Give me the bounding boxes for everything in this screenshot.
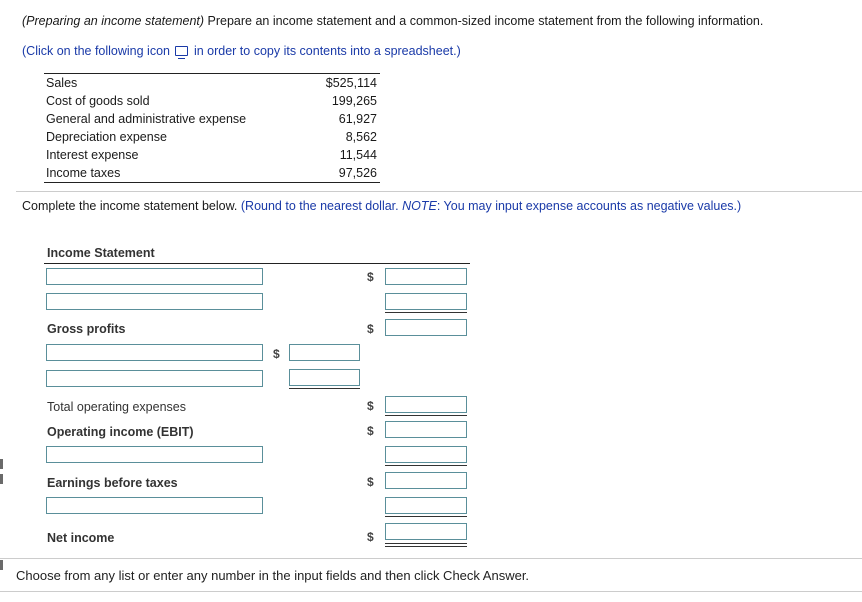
currency-symbol: $ [367, 530, 374, 544]
table-row: Income taxes 97,526 [46, 166, 377, 180]
gross-profits-label: Gross profits [47, 322, 126, 336]
subtotal-underline [385, 516, 467, 517]
edge-artifact [0, 560, 3, 570]
double-underline-bottom [385, 546, 467, 547]
total-operating-expenses-label: Total operating expenses [47, 400, 186, 414]
currency-symbol: $ [367, 399, 374, 413]
gross-profits-input[interactable] [385, 319, 467, 336]
question-prefix: (Preparing an income statement) [22, 14, 205, 28]
rounding-note: (Round to the nearest dollar. NOTE: You may input expense accounts as negative values.) [237, 199, 742, 213]
question-body: Prepare an income statement and a common-sized income statement from the following information. [204, 14, 764, 28]
table-row: General and administrative expense 61,927 [46, 112, 377, 126]
subtotal-underline [289, 388, 360, 389]
spreadsheet-copy-icon[interactable] [175, 46, 188, 56]
operating-income-label: Operating income (EBIT) [47, 425, 194, 439]
completion-instruction: Complete the income statement below. (Round to the nearest dollar. NOTE: You may input expense accounts as negative values.) [22, 199, 742, 213]
earnings-before-taxes-label: Earnings before taxes [47, 476, 178, 490]
currency-symbol: $ [367, 424, 374, 438]
operating-income-input[interactable] [385, 421, 467, 438]
currency-symbol: $ [273, 347, 280, 361]
currency-symbol: $ [367, 475, 374, 489]
subtotal-underline [385, 415, 467, 416]
footer-instruction: Choose from any list or enter any number in the input fields and then click Check Answer. [16, 568, 530, 583]
currency-symbol: $ [367, 322, 374, 336]
total-operating-expenses-input[interactable] [385, 396, 467, 413]
subtotal-underline [385, 312, 467, 313]
table-row: Cost of goods sold 199,265 [46, 94, 377, 108]
edge-artifact [0, 459, 3, 469]
footer-bottom-divider [0, 591, 862, 592]
double-underline-top [385, 543, 467, 544]
operating-expense-amount-input-1[interactable] [289, 344, 360, 361]
line-item-label-input-1[interactable] [46, 268, 263, 285]
currency-symbol: $ [367, 270, 374, 284]
net-income-label: Net income [47, 531, 115, 545]
interest-amount-input[interactable] [385, 446, 467, 463]
table-row: Sales $525,114 [46, 76, 377, 90]
taxes-label-input[interactable] [46, 497, 263, 514]
operating-expense-label-input-1[interactable] [46, 344, 263, 361]
edge-artifact [0, 474, 3, 484]
operating-expense-amount-input-2[interactable] [289, 369, 360, 386]
line-item-amount-input-2[interactable] [385, 293, 467, 310]
operating-expense-label-input-2[interactable] [46, 370, 263, 387]
line-item-amount-input-1[interactable] [385, 268, 467, 285]
statement-title: Income Statement [47, 246, 155, 260]
given-data-table [44, 73, 380, 183]
earnings-before-taxes-input[interactable] [385, 472, 467, 489]
question-text [22, 14, 763, 28]
statement-title-rule [44, 263, 470, 264]
copy-instruction: (Click on the following icon in order to copy its contents into a spreadsheet.) [22, 44, 461, 58]
table-row: Depreciation expense 8,562 [46, 130, 377, 144]
line-item-label-input-2[interactable] [46, 293, 263, 310]
interest-label-input[interactable] [46, 446, 263, 463]
section-divider [16, 191, 862, 192]
net-income-input[interactable] [385, 523, 467, 540]
footer-divider [0, 558, 862, 559]
subtotal-underline [385, 465, 467, 466]
taxes-amount-input[interactable] [385, 497, 467, 514]
table-row: Interest expense 11,544 [46, 148, 377, 162]
